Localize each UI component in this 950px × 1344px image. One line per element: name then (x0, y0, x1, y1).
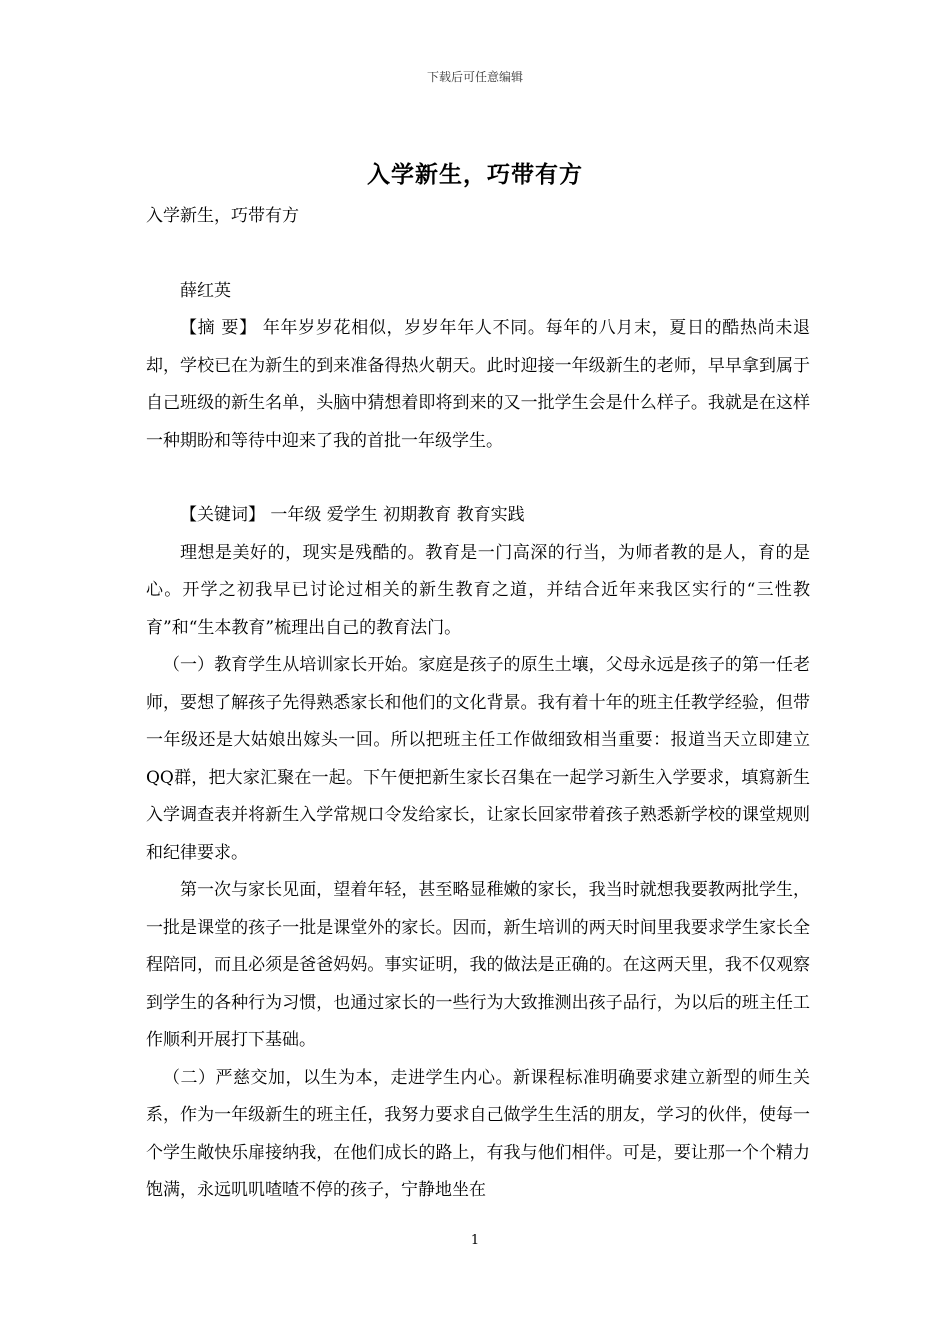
page-number: 1 (470, 1233, 480, 1248)
body-paragraph: 第一次与家长见面，望着年轻，甚至略显稚嫩的家长，我当时就想我要教两批学生，一批是课堂的孩子一批是课堂外的家长。因而，新生培训的两天时间里我要求学生家长全程陪同，而且必须是爸爸妈妈。事实证明，我的做法是正确的。在这两天里，我不仅观察到学生的各种行为习惯，也通过家长的一些行为大致推测出孩子品行，为以后的班主任工作顺利开展打下基础。 (146, 880, 810, 1050)
keywords-label: 【关键词】 (180, 505, 265, 525)
page-header-note: 下载后可任意编辑 (426, 70, 523, 84)
author-name: 薛红英 (180, 280, 231, 301)
keywords-paragraph (146, 497, 810, 535)
keywords-text: 一年级 爱学生 初期教育 教育实践 (265, 505, 525, 525)
body-paragraph: 理想是美好的，现实是残酷的。教育是一门高深的行当，为师者教的是人，育的是心。开学之初我早已讨论过相关的新生教育之道，并结合近年来我区实行的“三性教育”和“生本教育”梳理出自己的教育法门。 (146, 542, 810, 638)
section-two-paragraph: （二）严慈交加，以生为本，走进学生内心。新课程标准明确要求建立新型的师生关系，作为一年级新生的班主任，我努力要求自己做学生生活的朋友，学习的伙伴，使每一个学生敞快乐扉接纳我，在他们成长的路上，有我与他们相伴。可是，要让那一个个精力饱满，永远叽叽喳喳不停的孩子，宁静地坐在 (146, 1067, 810, 1200)
abstract-text: 年年岁岁花相似，岁岁年年人不同。每年的八月末，夏日的酷热尚未退却，学校已在为新生的到来准备得热火朝天。此时迎接一年级新生的老师，早早拿到属于自己班级的新生名单，头脑中猜想着即将到来的又一批学生会是什么样子。我就是在这样一种期盼和等待中迎来了我的首批一年级学生。 (146, 318, 810, 451)
document-body (146, 198, 810, 1210)
abstract-label: 【摘 要】 (180, 318, 257, 338)
document-title: 入学新生，巧带有方 (367, 161, 583, 188)
abstract-paragraph (146, 310, 810, 460)
section-one-paragraph: （一）教育学生从培训家长开始。家庭是孩子的原生土壤，父母永远是孩子的第一任老师，要想了解孩子先得熟悉家长和他们的文化背景。我有着十年的班主任教学经验，但带一年级还是大姑娘出嫁头一回。所以把班主任工作做细致相当重要：报道当天立即建立QQ群，把大家汇聚在一起。下午便把新生家长召集在一起学习新生入学要求，填寫新生入学调查表并将新生入学常规口令发给家长，让家长回家带着孩子熟悉新学校的课堂规则和纪律要求。 (146, 655, 810, 863)
subtitle: 入学新生，巧带有方 (146, 206, 299, 226)
